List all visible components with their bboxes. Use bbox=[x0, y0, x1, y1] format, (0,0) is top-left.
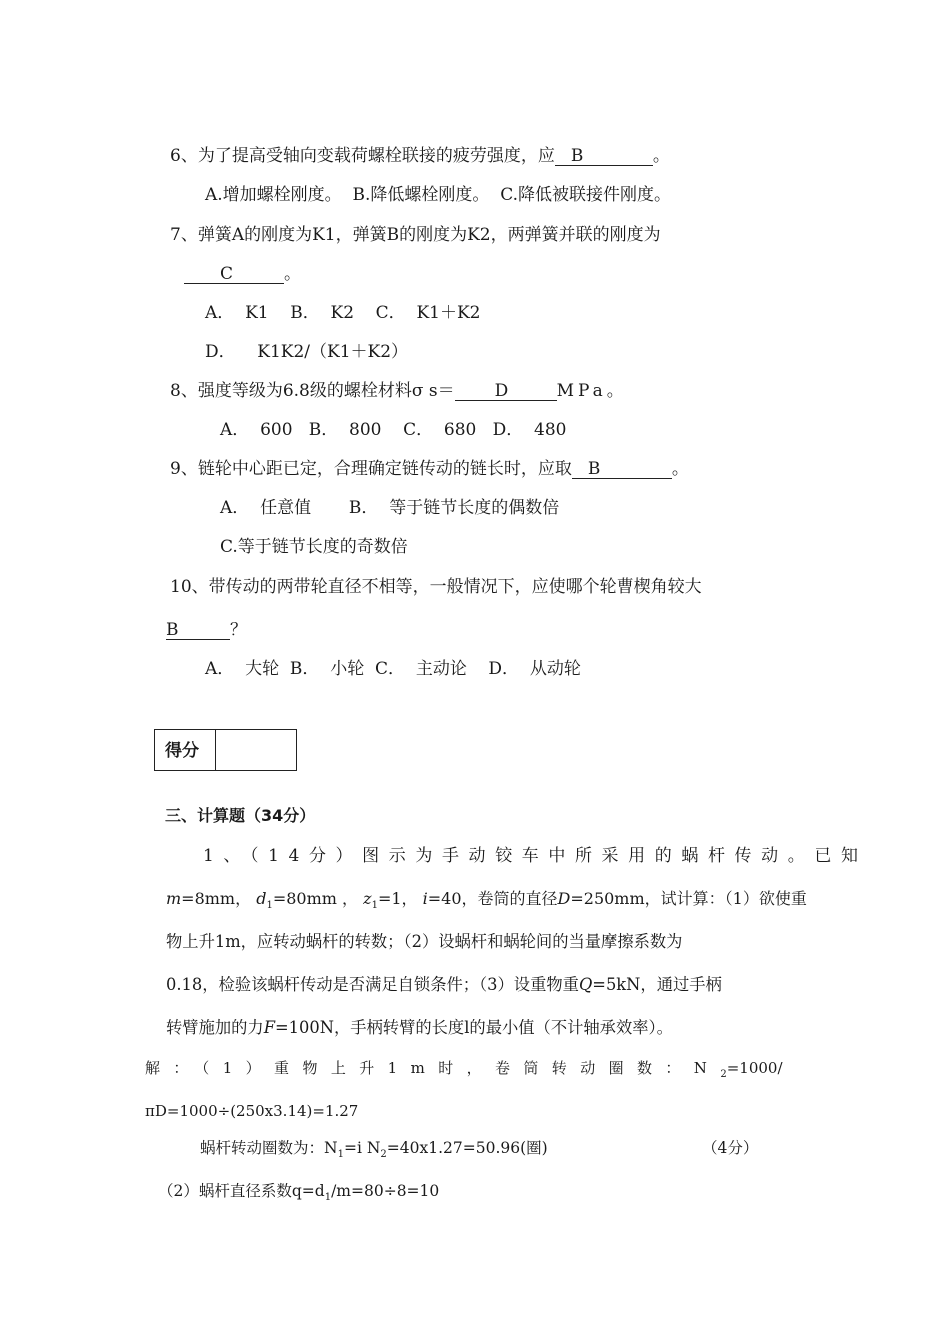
q7-answer: C bbox=[220, 264, 234, 284]
section3-para-5 bbox=[166, 1017, 673, 1039]
q9-stem: 9、链轮中心距已定，合理确定链传动的链长时，应取 bbox=[170, 459, 572, 479]
score-box bbox=[154, 729, 297, 771]
q10-stem: 10、带传动的两带轮直径不相等，一般情况下，应使哪个轮曹楔角较大 bbox=[170, 577, 702, 597]
var-d1: d bbox=[256, 889, 267, 908]
q9-stem-line bbox=[170, 458, 689, 480]
q6-end: 。 bbox=[652, 146, 670, 166]
q9-end: 。 bbox=[671, 459, 689, 479]
section3-para-3: 物上升1m，应转动蜗杆的转数；（2）设蜗杆和蜗轮间的当量摩擦系数为 bbox=[166, 932, 683, 951]
p4-text: 0.18，检验该蜗杆传动是否满足自锁条件；（3）设重物重 bbox=[166, 975, 579, 994]
section-title: 三、计算题（34分） bbox=[165, 806, 316, 825]
solution-line-2: πD=1000÷(250x3.14)=1.27 bbox=[145, 1102, 359, 1120]
q10-end: ？ bbox=[230, 620, 247, 640]
sol3-mid: =i N bbox=[343, 1139, 381, 1157]
p2-D-value: =250mm，试计算：（1）欲使重 bbox=[570, 889, 807, 908]
q7-answer-blank bbox=[184, 265, 284, 284]
var-F: F bbox=[263, 1018, 275, 1037]
solution-line-4 bbox=[158, 1180, 439, 1209]
sol3-sub1: 1 bbox=[337, 1149, 344, 1161]
section3-para-1: 1、（14分）图示为手动铰车中所采用的蜗杆传动。已知 bbox=[203, 846, 868, 866]
q9-options-2: C.等于链节长度的奇数倍 bbox=[220, 537, 408, 557]
q6-stem-line bbox=[170, 145, 670, 167]
sol4-subscript: 1 bbox=[324, 1192, 332, 1204]
sol1-end: =1000/ bbox=[726, 1059, 783, 1077]
q7-options-2: D． K1K2/（K1＋K2） bbox=[205, 342, 409, 362]
q10-answer-blank bbox=[166, 621, 230, 640]
q7-stem: 7、弹簧A的刚度为K1，弹簧B的刚度为K2，两弹簧并联的刚度为 bbox=[170, 225, 661, 245]
var-Q: Q bbox=[578, 975, 593, 994]
sol4-result: /m=80÷8=10 bbox=[331, 1182, 440, 1200]
section3-para-2 bbox=[166, 888, 807, 917]
p5-F-value: =100N，手柄转臂的长度l的最小值（不计轴承效率）。 bbox=[275, 1018, 673, 1037]
p2-d1-value: =80mm ， bbox=[272, 889, 359, 908]
q8-answer-blank bbox=[455, 382, 557, 401]
q9-answer: B bbox=[587, 459, 601, 479]
q10-answer: B bbox=[166, 620, 179, 640]
q6-stem: 6、为了提高受轴向变载荷螺栓联接的疲劳强度，应 bbox=[170, 146, 555, 166]
q7-options-1: A． K1 B． K2 C． K1＋K2 bbox=[205, 303, 481, 323]
p5-text: 转臂施加的力 bbox=[166, 1018, 264, 1037]
score-label: 得分 bbox=[155, 730, 216, 770]
q6-answer: B bbox=[570, 146, 584, 166]
var-m: m bbox=[166, 889, 182, 908]
d1-subscript: 1 bbox=[266, 900, 273, 912]
p2-z1-value: =1， bbox=[377, 889, 418, 908]
solution-line-1 bbox=[145, 1057, 783, 1086]
q6-answer-blank bbox=[555, 147, 653, 166]
q7-end: 。 bbox=[284, 264, 301, 284]
section3-para-4 bbox=[166, 974, 722, 996]
q10-answer-line bbox=[166, 619, 247, 641]
solution-score: （4分） bbox=[702, 1139, 759, 1157]
q9-options-1: A． 任意值 B． 等于链节长度的偶数倍 bbox=[220, 498, 560, 518]
z1-subscript: 1 bbox=[371, 900, 378, 912]
q7-answer-line bbox=[184, 263, 301, 285]
sol3-text: 蜗杆转动圈数为：N bbox=[200, 1139, 338, 1157]
p2-m-value: =8mm， bbox=[181, 889, 252, 908]
q6-options: A.增加螺栓刚度。 B.降低螺栓刚度。 C.降低被联接件刚度。 bbox=[205, 185, 671, 205]
var-z1: z bbox=[363, 889, 372, 908]
sol1-subscript: 2 bbox=[720, 1069, 727, 1080]
q8-stem: 8、强度等级为6.8级的螺栓材料σ s＝ bbox=[170, 381, 455, 401]
q8-stem-line bbox=[170, 380, 628, 402]
q9-answer-blank bbox=[572, 460, 672, 479]
sol3-sub2: 2 bbox=[380, 1149, 387, 1161]
q10-options: A． 大轮 B． 小轮 C． 主动论 D． 从动轮 bbox=[205, 659, 581, 679]
q8-end: MPa。 bbox=[556, 381, 628, 401]
solution-line-3 bbox=[200, 1137, 548, 1166]
var-i: i bbox=[422, 889, 428, 908]
sol1-text: 解：（1）重物上升1m时，卷筒转动圈数：N bbox=[145, 1059, 721, 1077]
score-value-cell[interactable] bbox=[216, 730, 296, 770]
var-D: D bbox=[557, 889, 571, 908]
p4-Q-value: =5kN，通过手柄 bbox=[592, 975, 722, 994]
sol3-result: =40x1.27=50.96(圈) bbox=[386, 1139, 548, 1157]
q8-options: A． 600 B． 800 C． 680 D． 480 bbox=[220, 420, 567, 440]
q8-answer: D bbox=[494, 381, 509, 401]
sol4-text: （2）蜗杆直径系数q=d bbox=[158, 1182, 325, 1200]
p2-i-value: =40，卷筒的直径 bbox=[427, 889, 558, 908]
